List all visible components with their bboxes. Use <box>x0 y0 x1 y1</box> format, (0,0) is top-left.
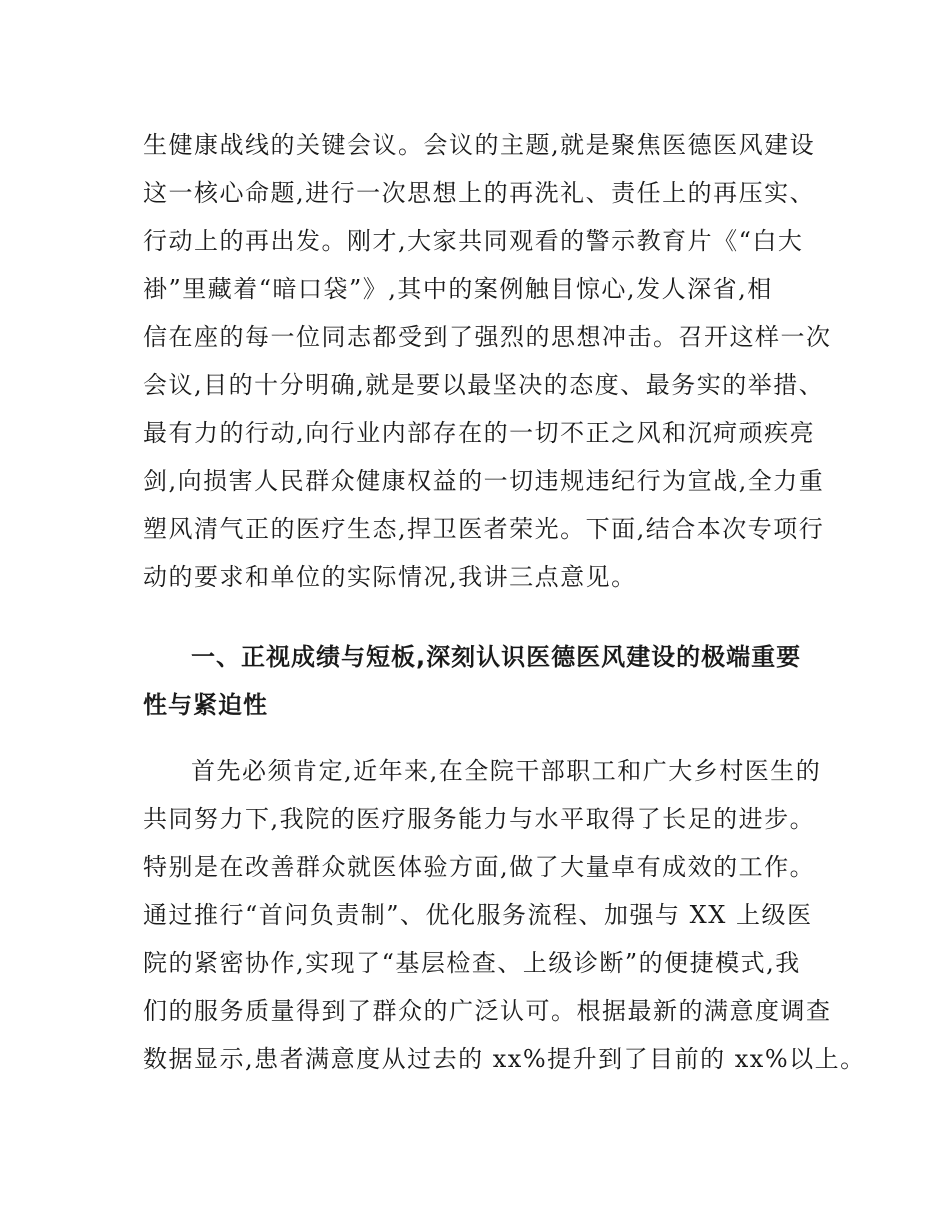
text-line: 特别是在改善群众就医体验方面,做了大量卓有成效的工作。 <box>143 853 816 881</box>
text-line: 行动上的再出发。刚才,大家共同观看的警示教育片《“白大 <box>143 227 804 255</box>
text-line: 信在座的每一位同志都受到了强烈的思想冲击。召开这样一次 <box>143 323 832 351</box>
text-line: 褂”里藏着“暗口袋”》,其中的案例触目惊心,发人深省,相 <box>143 275 773 303</box>
text-line: 生健康战线的关键会议。会议的主题,就是聚焦医德医风建设 <box>143 131 816 159</box>
section-heading <box>143 633 813 729</box>
text-line: 院的紧密协作,实现了“基层检查、上级诊断”的便捷模式,我 <box>143 949 801 977</box>
text-line: 首先必须肯定,近年来,在全院干部职工和广大乡村医生的 <box>191 757 822 785</box>
text-line: 数据显示,患者满意度从过去的 xx%提升到了目前的 xx%以上。 <box>143 1045 866 1073</box>
text-line: 这一核心命题,进行一次思想上的再洗礼、责任上的再压实、 <box>143 179 816 207</box>
paragraph-opening <box>143 121 832 601</box>
text-line: 共同努力下,我院的医疗服务能力与水平取得了长足的进步。 <box>143 805 816 833</box>
text-line: 最有力的行动,向行业内部存在的一切不正之风和沉疴顽疾亮 <box>143 419 816 447</box>
text-line: 塑风清气正的医疗生态,捍卫医者荣光。下面,结合本次专项行 <box>143 515 825 543</box>
text-line: 会议,目的十分明确,就是要以最坚决的态度、最务实的举措、 <box>143 371 825 399</box>
paragraph-achievements <box>143 747 866 1083</box>
heading-line: 性与紧迫性 <box>143 691 268 719</box>
text-line: 动的要求和单位的实际情况,我讲三点意见。 <box>143 563 637 591</box>
text-line: 剑,向损害人民群众健康权益的一切违规违纪行为宣战,全力重 <box>143 467 825 495</box>
text-line: 通过推行“首问负责制”、优化服务流程、加强与 XX 上级医 <box>143 901 813 929</box>
heading-line: 一、正视成绩与短板,深刻认识医德医风建设的极端重要 <box>191 643 802 671</box>
text-line: 们的服务质量得到了群众的广泛认可。根据最新的满意度调查 <box>143 997 832 1025</box>
